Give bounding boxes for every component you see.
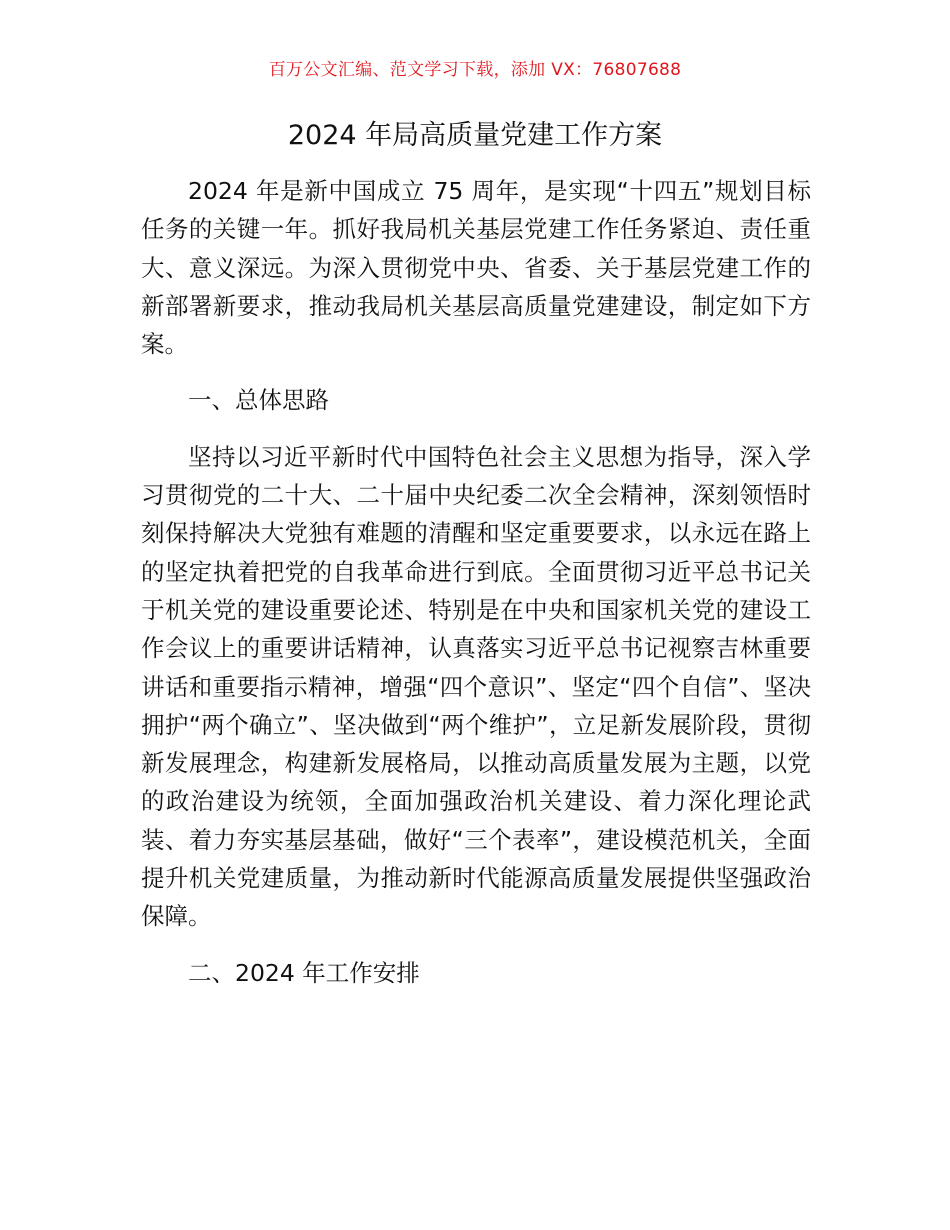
document-body [141, 172, 811, 1010]
section-heading-work-arrangement: 二、2024 年工作安排 [188, 958, 420, 987]
document-title: 2024 年局高质量党建工作方案 [287, 120, 663, 151]
intro-paragraph: 2024 年是新中国成立 75 周年，是实现“十四五”规划目标任务的关键一年。抓好我局机关基层党建工作任务紧迫、责任重大、意义深远。为深入贯彻党中央、省委、关于基层党建工作的新部署新要求，推动我局机关基层高质量党建建设，制定如下方案。 [141, 177, 811, 359]
section-paragraph-overall-approach: 坚持以习近平新时代中国特色社会主义思想为指导，深入学习贯彻党的二十大、二十届中央纪委二次全会精神，深刻领悟时刻保持解决大党独有难题的清醒和坚定重要要求，以永远在路上的坚定执着把党的自我革命进行到底。全面贯彻习近平总书记关于机关党的建设重要论述、特别是在中央和国家机关党的建设工作会议上的重要讲话精神，认真落实习近平总书记视察吉林重要讲话和重要指示精神，增强“四个意识”、坚定“四个自信”、坚决拥护“两个确立”、坚决做到“两个维护”，立足新发展阶段，贯彻新发展理念，构建新发展格局，以推动高质量发展为主题，以党的政治建设为统领，全面加强政治机关建设、着力深化理论武装、着力夯实基层基础，做好“三个表率”，建设模范机关，全面提升机关党建质量，为推动新时代能源高质量发展提供坚强政治保障。 [141, 442, 811, 931]
section-heading-overall-approach: 一、总体思路 [188, 386, 329, 415]
header-watermark-note: 百万公文汇编、范文学习下载，添加 VX：76807688 [268, 60, 682, 80]
